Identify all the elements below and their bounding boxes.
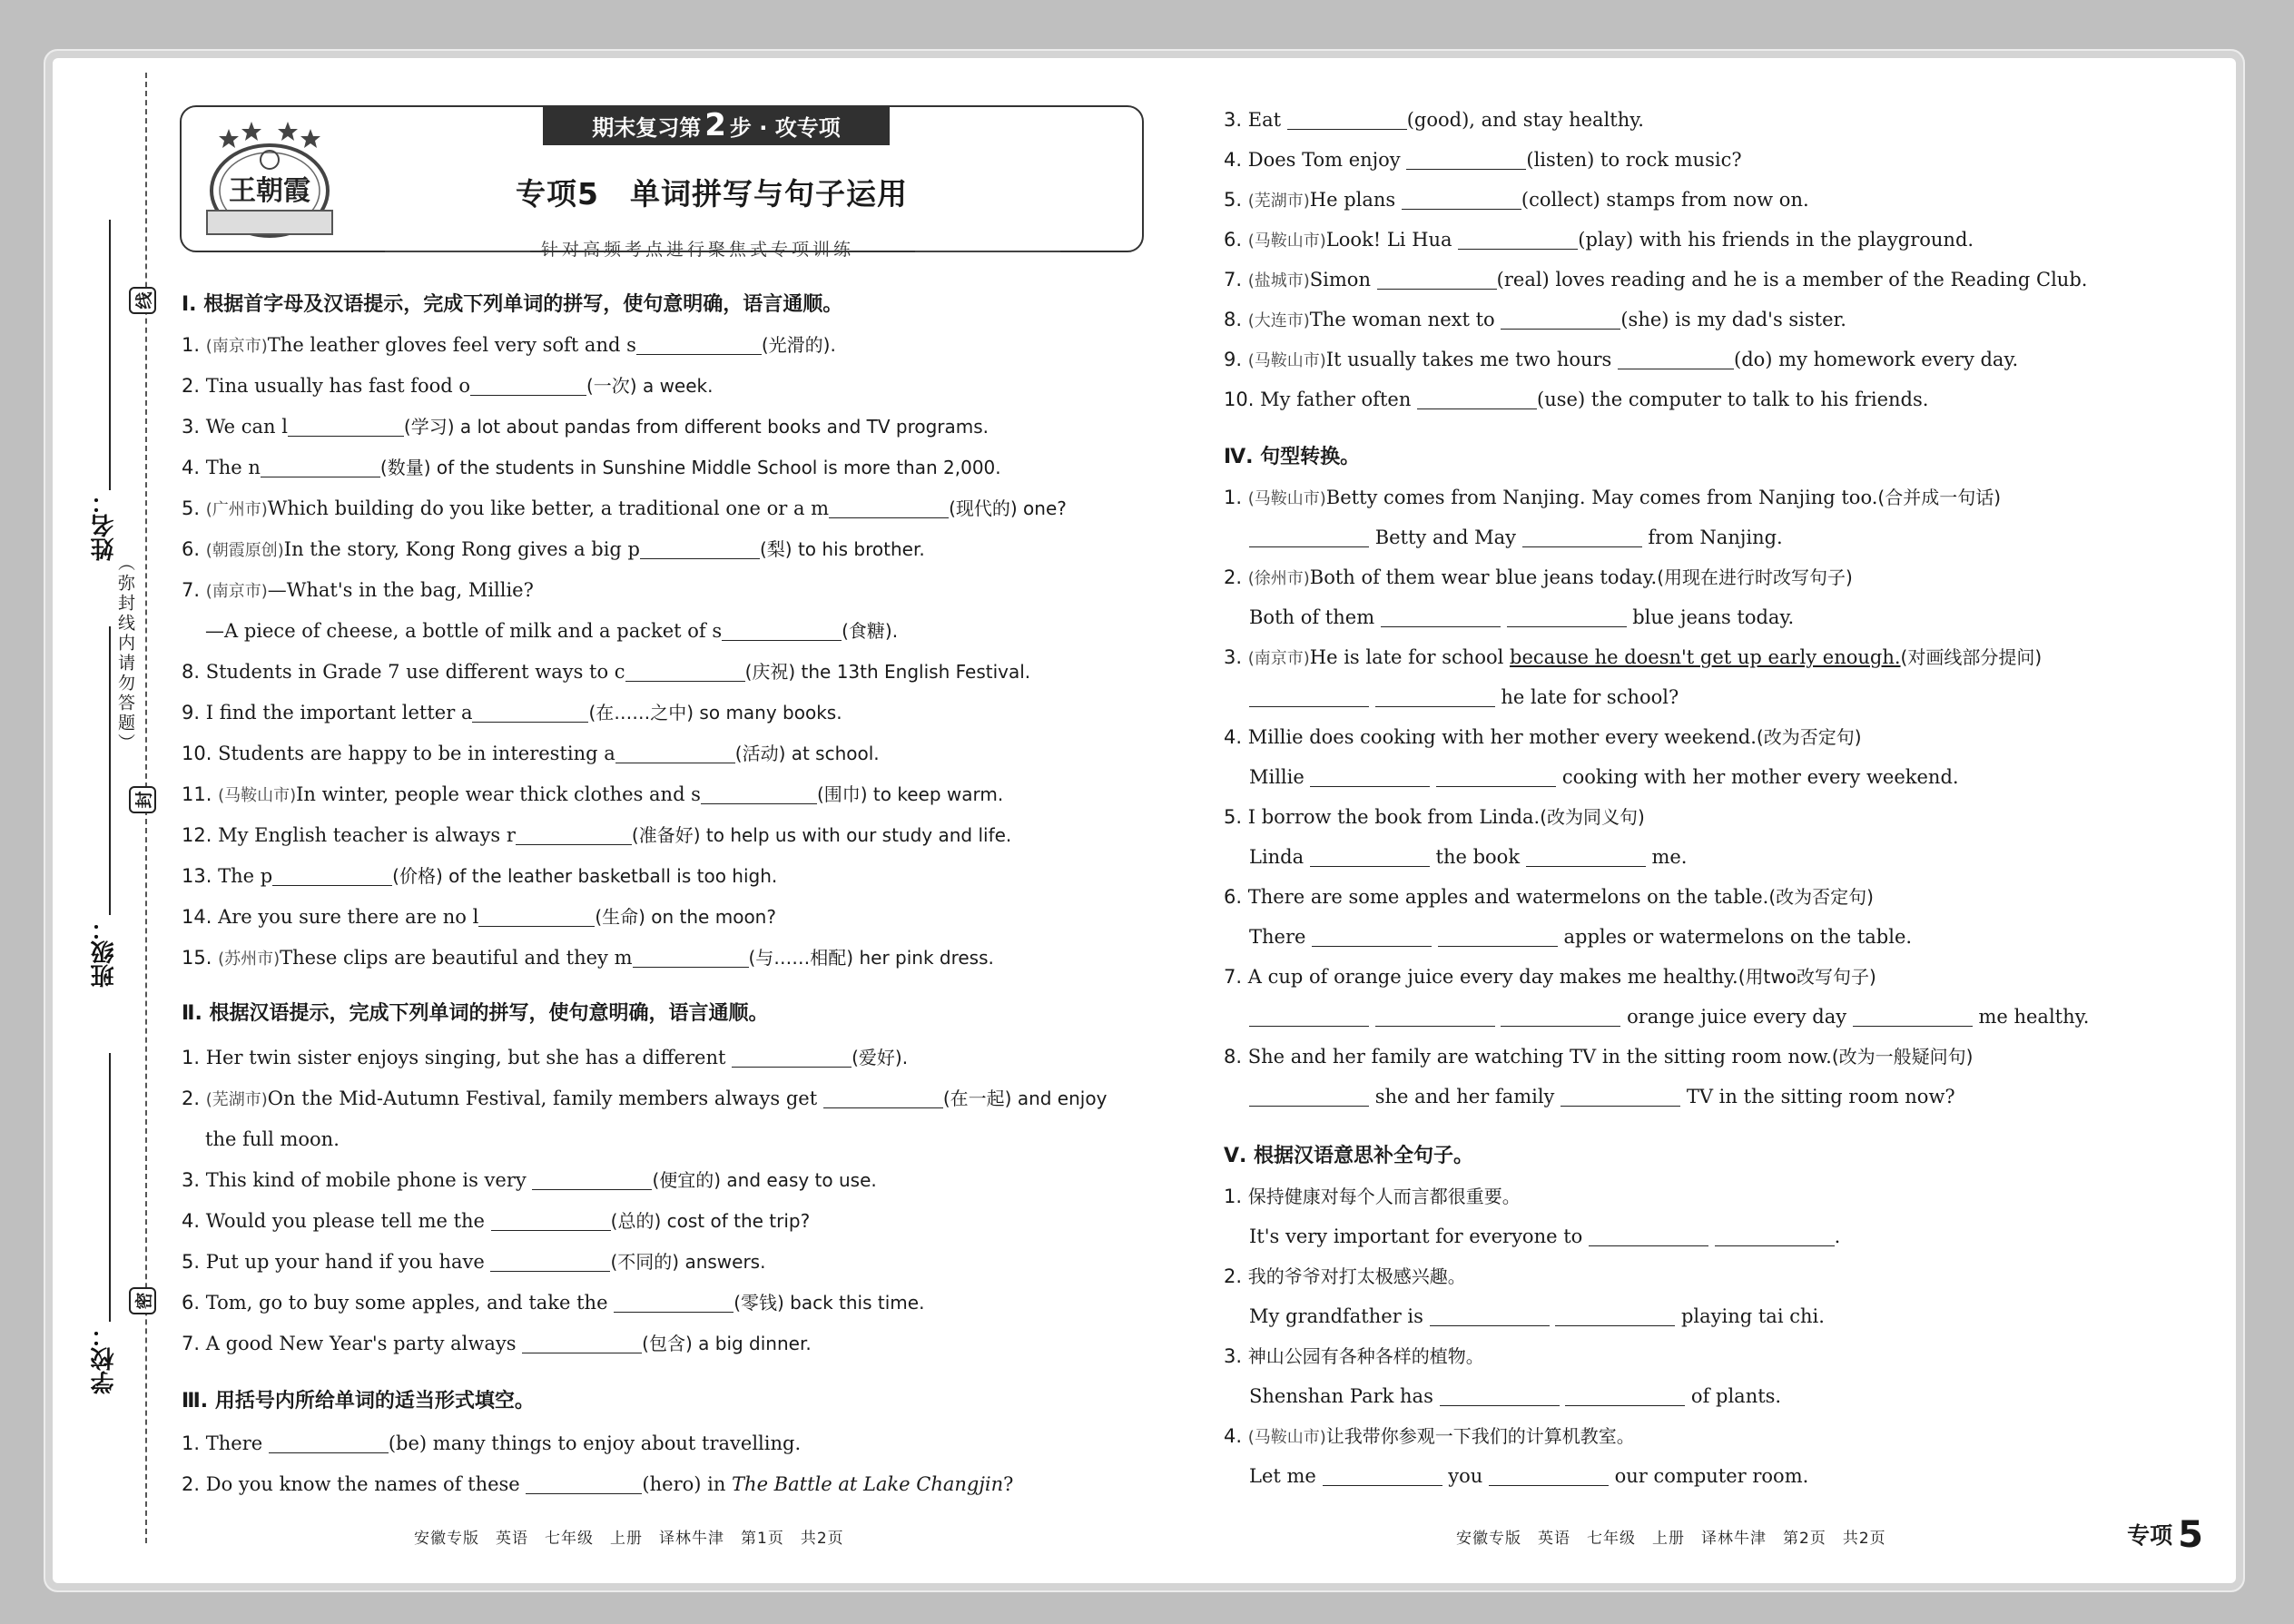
answer-blank[interactable] [288,417,404,437]
list-item: 4. Millie does cooking with her mother every weekend.(改为否定句) [1224,726,1862,748]
section-corner-label: 专项 5 [2127,1514,2203,1556]
answer-blank[interactable] [1249,1007,1369,1027]
list-item: 5. (芜湖市)He plans (collect) stamps from now on. [1224,189,1809,211]
list-item: 14. Are you sure there are no l (生命) on the moon? [182,906,776,928]
answer-blank[interactable] [1323,1466,1442,1486]
answer-blank[interactable] [272,866,392,886]
seal-mark-dense: 密 [129,1287,156,1314]
answer-blank[interactable] [1458,230,1578,250]
list-item: 5. I borrow the book from Linda.(改为同义句) [1224,806,1645,828]
list-item: 8. (大连市)The woman next to (she) is my dad's sister. [1224,309,1846,330]
section-2-heading: Ⅱ. 根据汉语提示，完成下列单词的拼写，使句意明确，语言通顺。 [182,1002,769,1025]
list-item: 6. There are some apples and watermelons on the table.(改为否定句) [1224,886,1874,908]
list-item: 10. Students are happy to be in interesting a (活动) at school. [182,743,880,764]
list-item: Both of them blue jeans today. [1249,606,1795,628]
subtitle-rule-right [915,251,1060,252]
list-item: 11. (马鞍山市)In winter, people wear thick clothes and s (围巾) to keep warm. [182,783,1004,805]
answer-blank[interactable] [1489,1466,1609,1486]
list-item: 4. Does Tom enjoy (listen) to rock music? [1224,149,1742,171]
answer-blank[interactable] [823,1088,943,1108]
answer-blank[interactable] [1249,527,1369,547]
list-item: 9. (马鞍山市)It usually takes me two hours (do) my homework every day. [1224,349,2019,370]
answer-blank[interactable] [1430,1306,1550,1326]
list-item: 3. 神山公园有各种各样的植物。 [1224,1345,1484,1367]
answer-blank[interactable] [1406,150,1526,170]
answer-blank[interactable] [1402,190,1521,210]
list-item: Linda the book me. [1249,846,1688,868]
list-item: 5. Put up your hand if you have (不同的) answers. [182,1251,766,1273]
answer-blank[interactable] [526,1474,642,1494]
list-item: she and her family TV in the sitting room now? [1249,1084,1955,1109]
answer-blank[interactable] [1618,349,1734,369]
school-write-line [109,1053,111,1322]
list-item: 12. My English teacher is always r (准备好) to help us with our study and life. [182,824,1012,846]
list-item: Let me you our computer room. [1249,1465,1809,1487]
page-title: 专项5 单词拼写与句子运用 [516,176,908,212]
list-item: 3. (南京市)He is late for school because he doesn't get up early enough.(对画线部分提问) [1224,646,2043,668]
answer-blank[interactable] [1507,607,1627,627]
class-write-line [109,626,111,915]
answer-blank[interactable] [269,1433,389,1453]
list-item: 8. She and her family are watching TV in the sitting room now.(改为一般疑问句) [1224,1046,1974,1068]
list-item: 4. The n (数量) of the students in Sunshine Middle School is more than 2,000. [182,457,1001,478]
list-item: 1. (南京市)The leather gloves feel very soft and s (光滑的). [182,334,836,356]
answer-blank[interactable] [1249,687,1369,707]
answer-blank[interactable] [633,948,749,968]
list-item: 3. This kind of mobile phone is very (便宜的) and easy to use. [182,1169,877,1191]
answer-blank[interactable] [1381,607,1501,627]
section-5-heading: Ⅴ. 根据汉语意思补全句子。 [1224,1145,1474,1167]
name-write-line [109,220,111,490]
list-item: 8. Students in Grade 7 use different ways to c (庆祝) the 13th English Festival. [182,661,1031,683]
answer-blank[interactable] [1501,1007,1620,1027]
list-item: 6. Tom, go to buy some apples, and take the (零钱) back this time. [182,1292,925,1314]
answer-blank[interactable] [1310,847,1430,867]
answer-blank[interactable] [615,743,735,763]
footer-right: 安徽专版 英语 七年级 上册 译林牛津 第2页 共2页 [1456,1530,1886,1548]
answer-blank[interactable] [491,1211,611,1231]
list-item: 6. (朝霞原创)In the story, Kong Rong gives a big p (梨) to his brother. [182,538,925,560]
list-item: 1. 保持健康对每个人而言都很重要。 [1224,1186,1521,1207]
seal-mark-seal: 封 [129,786,156,813]
list-item: 1. Her twin sister enjoys singing, but she has a different (爱好). [182,1047,909,1068]
footer-left: 安徽专版 英语 七年级 上册 译林牛津 第1页 共2页 [414,1530,844,1548]
list-item: Betty and May from Nanjing. [1249,525,1783,550]
section-3-heading: Ⅲ. 用括号内所给单词的适当形式填空。 [182,1390,535,1412]
list-item: 5. (广州市)Which building do you like better, a traditional one or a m (现代的) one? [182,497,1067,519]
list-item: 2. 我的爷爷对打太极感兴趣。 [1224,1265,1466,1287]
list-item: 2. (芜湖市)On the Mid-Autumn Festival, family members always get (在一起) and enjoy [182,1088,1108,1109]
answer-blank[interactable] [1501,310,1620,330]
answer-blank[interactable] [470,376,586,396]
list-item: orange juice every day me healthy. [1249,1004,2089,1029]
answer-blank[interactable] [1589,1226,1708,1246]
list-item: 4. (马鞍山市)让我带你参观一下我们的计算机教室。 [1224,1425,1635,1447]
list-item: 13. The p (价格) of the leather basketball is too high. [182,865,778,887]
answer-blank[interactable] [1375,687,1495,707]
list-item: 1. (马鞍山市)Betty comes from Nanjing. May comes from Nanjing too.(合并成一句话) [1224,487,2001,508]
answer-blank[interactable] [1715,1226,1835,1246]
list-item: 2. Tina usually has fast food o (一次) a week. [182,375,714,397]
list-item: 7. (盐城市)Simon (real) loves reading and he is a member of the Reading Club. [1224,269,2088,290]
answer-blank[interactable] [490,1252,610,1272]
list-item: 9. I find the important letter a (在……之中) so many books. [182,702,842,723]
answer-blank[interactable] [829,498,949,518]
seal-warning: （弥封线内请勿答题） [115,554,135,753]
answer-blank[interactable] [701,784,817,804]
seal-mark-line: 线 [129,287,156,314]
answer-blank[interactable] [532,1170,652,1190]
answer-blank[interactable] [625,662,745,682]
answer-blank[interactable] [1555,1306,1675,1326]
list-item: —A piece of cheese, a bottle of milk and a packet of s (食糖). [205,620,899,642]
answer-blank[interactable] [478,907,595,927]
answer-blank[interactable] [732,1048,852,1068]
list-item: 15. (苏州市)These clips are beautiful and they m (与……相配) her pink dress. [182,947,994,969]
answer-blank[interactable] [1565,1386,1685,1406]
subtitle-rule-left [385,251,530,252]
page-subtitle: 针对高频考点进行聚焦式专项训练 [541,240,855,260]
list-item: 2. Do you know the names of these (hero) in The Battle at Lake Changjin? [182,1473,1014,1495]
list-item: 7. A good New Year's party always (包含) a big dinner. [182,1333,812,1354]
publisher-logo-icon [202,116,338,241]
list-item: 7. A cup of orange juice every day makes me healthy.(用two改写句子) [1224,966,1876,988]
section-1-heading: Ⅰ. 根据首字母及汉语提示，完成下列单词的拼写，使句意明确，语言通顺。 [182,293,843,316]
list-item: 3. We can l (学习) a lot about pandas from different books and TV programs. [182,416,989,438]
answer-blank[interactable] [1249,1087,1369,1107]
list-item: My grandfather is playing tai chi. [1249,1305,1825,1327]
list-item: Millie cooking with her mother every weekend. [1249,766,1959,788]
class-label: 班级： [91,917,118,988]
answer-blank[interactable] [516,825,632,845]
list-item: 6. (马鞍山市)Look! Li Hua (play) with his friends in the playground. [1224,229,1974,251]
school-label: 学校： [91,1324,118,1394]
answer-blank[interactable] [1417,389,1537,409]
list-item: 10. My father often (use) the computer to talk to his friends. [1224,389,1929,410]
list-item: 2. (徐州市)Both of them wear blue jeans today.(用现在进行时改写句子) [1224,566,1853,588]
list-item: There apples or watermelons on the table. [1249,926,1913,948]
list-item: 7. (南京市)—What's in the bag, Millie? [182,579,534,601]
list-item: It's very important for everyone to . [1249,1225,1841,1247]
answer-blank[interactable] [1561,1087,1680,1107]
section-4-heading: Ⅳ. 句型转换。 [1224,446,1361,468]
list-item: the full moon. [205,1128,340,1150]
answer-blank[interactable] [1438,927,1558,947]
answer-blank[interactable] [261,458,380,477]
answer-blank[interactable] [1377,270,1497,290]
svg-text:王朝霞: 王朝霞 [229,175,310,207]
answer-blank[interactable] [1522,527,1642,547]
list-item: he late for school? [1249,684,1679,710]
name-label: 姓名： [91,490,118,561]
list-item: 3. Eat (good), and stay healthy. [1224,109,1644,131]
answer-blank[interactable] [1436,767,1556,787]
answer-blank[interactable] [636,335,762,355]
list-item: 4. Would you please tell me the (总的) cost of the trip? [182,1210,811,1232]
answer-blank[interactable] [1310,767,1430,787]
answer-blank[interactable] [614,1293,733,1313]
answer-blank[interactable] [1526,847,1646,867]
answer-blank[interactable] [522,1334,642,1353]
answer-blank[interactable] [472,703,588,723]
answer-blank[interactable] [1440,1386,1560,1406]
list-item: Shenshan Park has of plants. [1249,1385,1782,1407]
answer-blank[interactable] [640,539,760,559]
list-item: 1. There (be) many things to enjoy about travelling. [182,1432,802,1454]
review-banner: 期末复习第 2 步 · 攻专项 [543,105,890,145]
answer-blank[interactable] [1853,1007,1973,1027]
answer-blank[interactable] [1375,1007,1495,1027]
answer-blank[interactable] [1312,927,1432,947]
answer-blank[interactable] [1287,110,1407,130]
answer-blank[interactable] [722,621,842,641]
